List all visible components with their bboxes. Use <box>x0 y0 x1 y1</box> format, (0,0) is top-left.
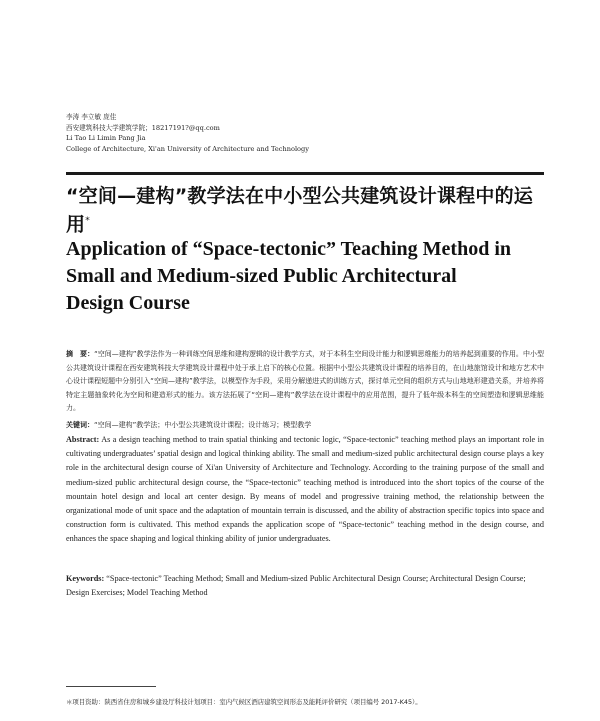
footnote-divider <box>66 686 156 687</box>
abstract-chinese-text: “空间—建构”教学法作为一种训练空间思维和建构逻辑的设计教学方式，对于本科生空间设计能力和逻辑思维能力的培养起到重要的作用。中小型公共建筑设计课程在西安建筑科技大学建筑设计课程中处于承上启下的核心位置。根据中小型公共建筑设计课程的培养目的，在山地旅馆设计和地方艺术中心设计课程短题中分别引入“空间—建构”教学法，以模型作为手段，采用分解递进式的训练方式，探讨单元空间的组织方式与山地地形建造关系，并培养将特定主题抽象转化为空间和建造形式的能力。该方法拓展了“空间—建构”教学法在设计课程中的应用范围，提升了低年级本科生的空间塑造和逻辑思维能力。 <box>66 350 544 412</box>
keywords-chinese <box>66 419 544 432</box>
abstract-chinese <box>66 348 544 416</box>
keywords-english-label: Keywords: <box>66 574 105 583</box>
keywords-english <box>66 572 544 600</box>
title-english-line-1: Application of “Space-tectonic” Teaching Method in <box>66 238 512 260</box>
author-affiliation-en: College of Architecture, Xi'an University of Architecture and Technology <box>66 144 309 153</box>
keywords-chinese-label: 关键词： <box>66 421 94 429</box>
title-english-line-2: Small and Medium-sized Public Architectural <box>66 265 457 287</box>
title-english <box>66 236 546 317</box>
author-names-cn: 李涛 李立敏 庞佳 <box>66 113 117 121</box>
abstract-english-text: As a design teaching method to train spatial thinking and tectonic logic, “Space-tectonic” teaching method plays an important role in cultivating undergraduates’ spatial design and logical thinking ability. The small and medium-sized public architectural design course plays a key role in the architectural design course of Xi'an University of Architecture and Technology. According to the training purpose of the small and medium-sized public architectural design course, the “Space-tectonic” teaching method is introduced into the short topics of the course of the mountain hotel design and local art center design. By means of model and progressive training method, the relationship between the organizational mode of unit space and the adaptation of mountain terrain is discussed, and the ability of abstraction specific topics into space and construction form is cultivated. This method expands the application scope of “Space-tectonic” teaching method in the design course, and enhances the space shaping and logical thinking ability of junior undergraduates. <box>66 435 544 544</box>
header-divider <box>66 172 544 175</box>
abstract-english-label: Abstract: <box>66 435 100 444</box>
author-names-en: Li Tao Li Limin Pang Jia <box>66 134 146 142</box>
keywords-english-text: “Space-tectonic” Teaching Method; Small and Medium-sized Public Architectural Design Course; Architectural Design Course; Design Exercises; Model Teaching Method <box>66 574 526 598</box>
title-english-line-3: Design Course <box>66 292 190 314</box>
title-footnote-mark: * <box>85 216 90 226</box>
title-chinese-text: “空间—建构”教学法在中小型公共建筑设计课程中的运用 <box>66 185 533 236</box>
author-affiliation-cn: 西安建筑科技大学建筑学院；18217191?@qq.com <box>66 123 220 132</box>
abstract-chinese-label: 摘 要： <box>66 350 95 358</box>
title-chinese <box>66 184 546 237</box>
author-info <box>66 112 546 154</box>
keywords-chinese-text: “空间—建构”教学法；中小型公共建筑设计课程；设计练习；模型教学 <box>94 421 312 429</box>
abstract-english <box>66 433 544 547</box>
funding-footnote: ＊项目资助：陕西省住房和城乡建设厅科技计划项目：室内气候区酒店建筑空间形态及能耗评价研究（项目编号 2017-K45）。 <box>66 698 422 706</box>
